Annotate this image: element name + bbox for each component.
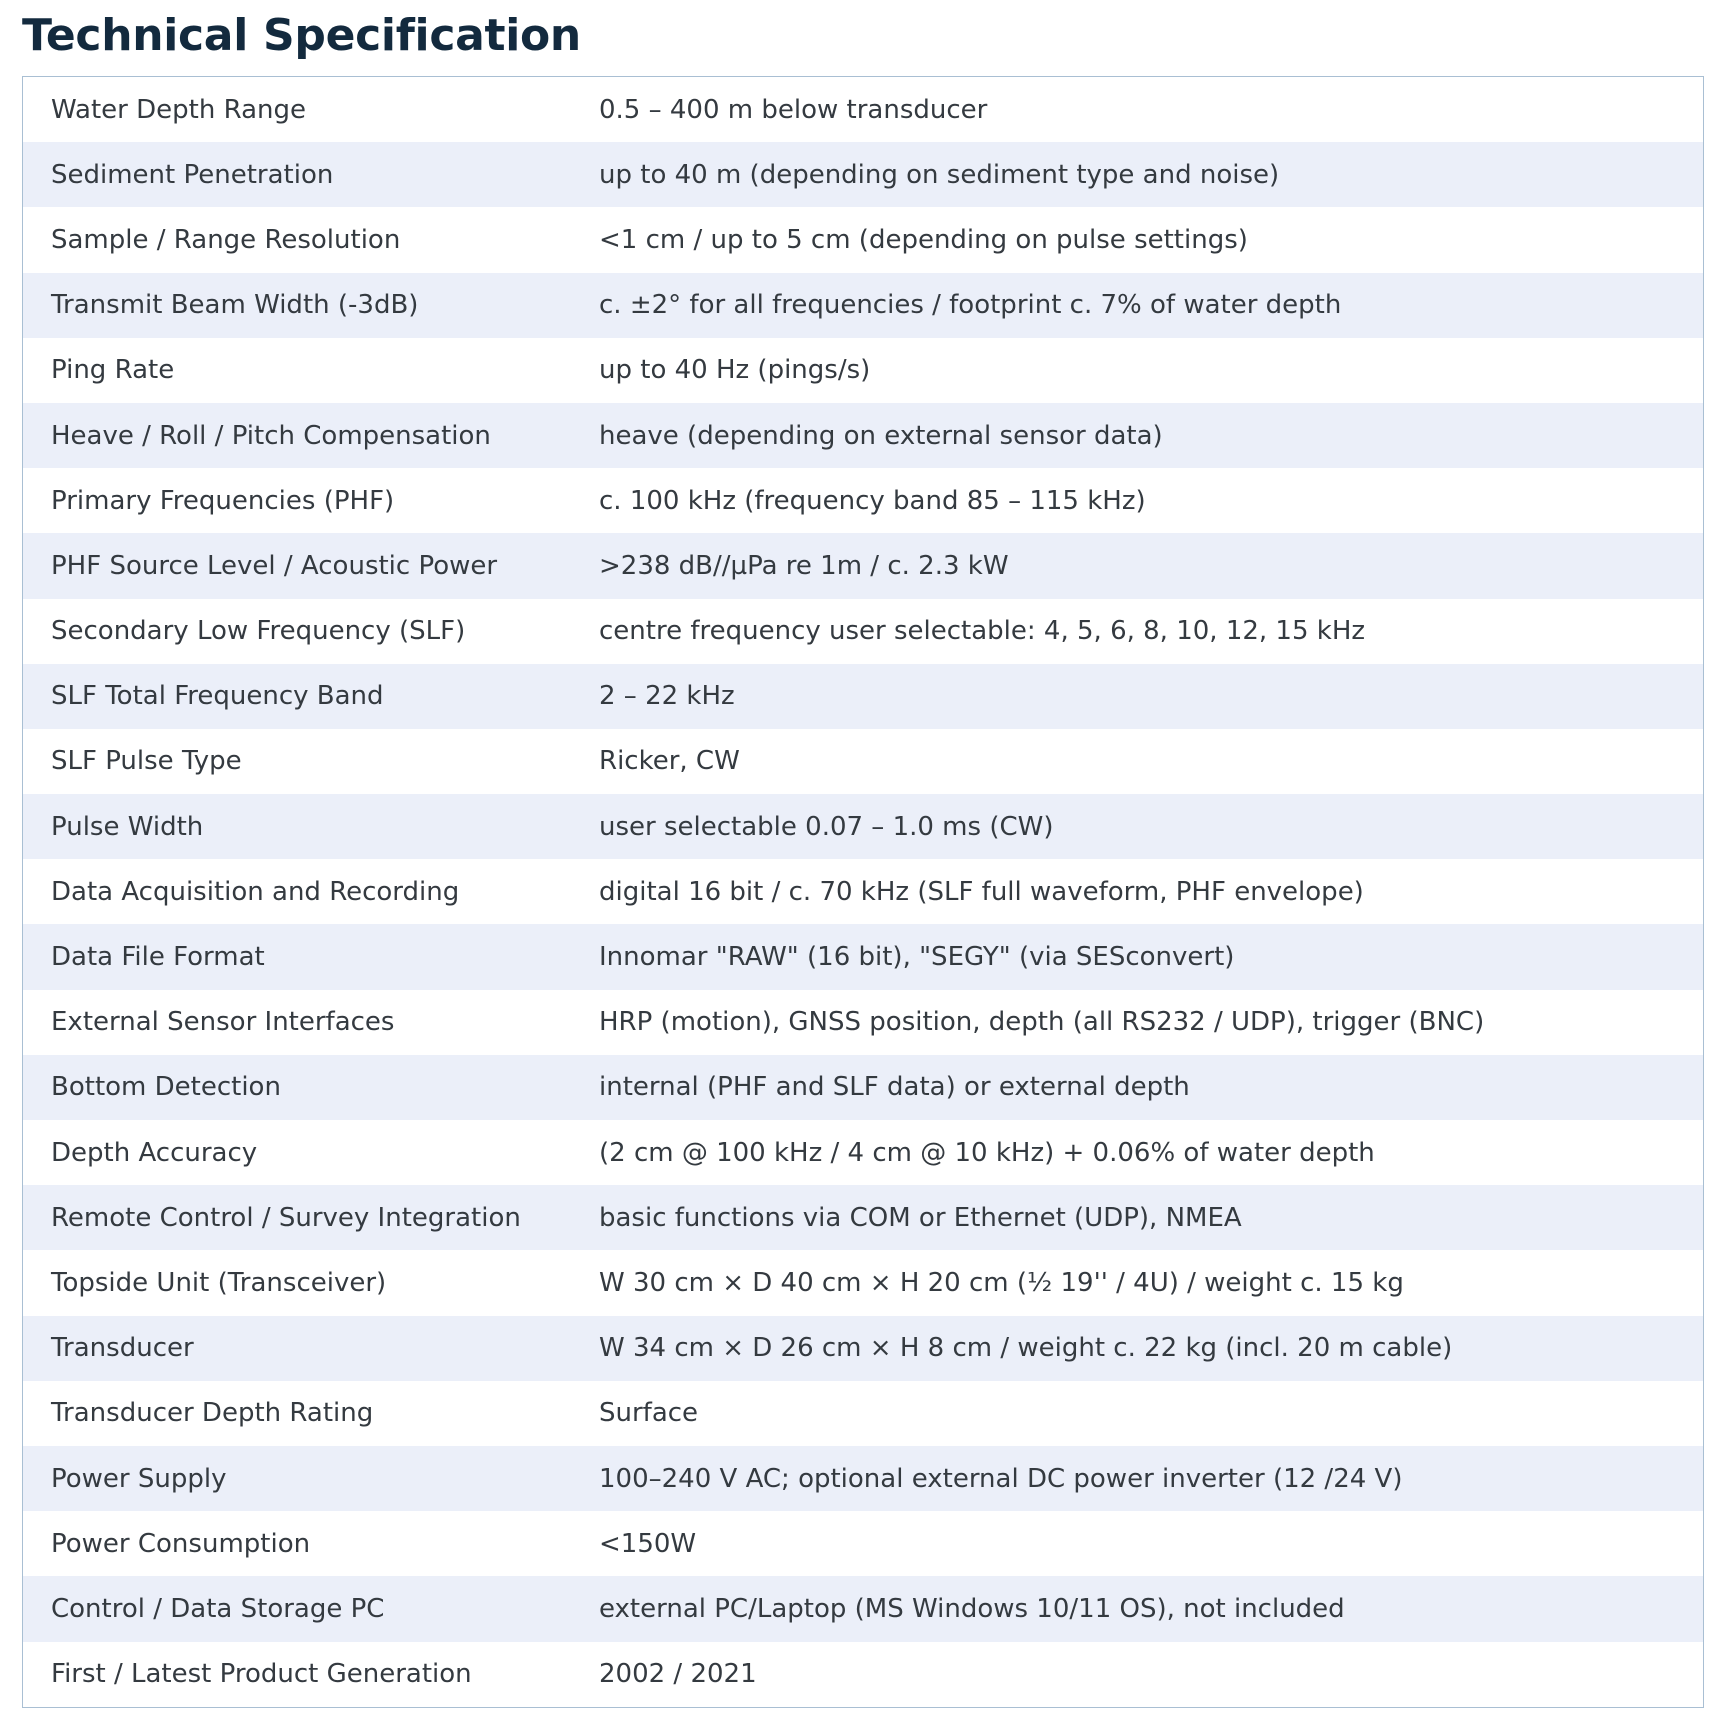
table-row xyxy=(23,794,1703,859)
table-row xyxy=(23,338,1703,403)
spec-label: Power Supply xyxy=(51,1463,227,1494)
spec-label: SLF Total Frequency Band xyxy=(51,681,384,712)
table-row xyxy=(23,1185,1703,1250)
spec-value: internal (PHF and SLF data) or external depth xyxy=(599,1072,1190,1103)
spec-table xyxy=(22,76,1704,1708)
table-row xyxy=(23,990,1703,1055)
spec-label: PHF Source Level / Acoustic Power xyxy=(51,550,498,581)
table-row xyxy=(23,468,1703,533)
table-row xyxy=(23,599,1703,664)
spec-value: centre frequency user selectable: 4, 5, 6, 8, 10, 12, 15 kHz xyxy=(599,616,1366,647)
table-row xyxy=(23,1642,1703,1707)
spec-label: Transducer Depth Rating xyxy=(51,1398,374,1429)
spec-value: 2002 / 2021 xyxy=(599,1659,757,1690)
table-row xyxy=(23,273,1703,338)
spec-value: Surface xyxy=(599,1398,699,1429)
table-row xyxy=(23,533,1703,598)
spec-label: Ping Rate xyxy=(51,355,175,386)
spec-label: Data File Format xyxy=(51,942,265,973)
spec-value: >238 dB//µPa re 1m / c. 2.3 kW xyxy=(599,550,1009,581)
spec-label: Water Depth Range xyxy=(51,94,306,125)
spec-label: Depth Accuracy xyxy=(51,1137,258,1168)
spec-value: 2 – 22 kHz xyxy=(599,681,735,712)
spec-label: Sediment Penetration xyxy=(51,159,334,190)
table-row xyxy=(23,1250,1703,1315)
spec-label: External Sensor Interfaces xyxy=(51,1007,395,1038)
table-row xyxy=(23,664,1703,729)
table-row xyxy=(23,1446,1703,1511)
spec-value: W 30 cm × D 40 cm × H 20 cm (½ 19'' / 4U) / weight c. 15 kg xyxy=(599,1267,1404,1298)
table-row xyxy=(23,1576,1703,1641)
spec-label: Secondary Low Frequency (SLF) xyxy=(51,616,466,647)
spec-label: Sample / Range Resolution xyxy=(51,224,401,255)
spec-value: c. ±2° for all frequencies / footprint c. 7% of water depth xyxy=(599,290,1342,321)
spec-value: <1 cm / up to 5 cm (depending on pulse settings) xyxy=(599,224,1248,255)
spec-label: Pulse Width xyxy=(51,811,204,842)
table-row xyxy=(23,1055,1703,1120)
spec-value: W 34 cm × D 26 cm × H 8 cm / weight c. 22 kg (incl. 20 m cable) xyxy=(599,1333,1453,1364)
spec-value: up to 40 m (depending on sediment type and noise) xyxy=(599,159,1280,190)
table-row xyxy=(23,403,1703,468)
spec-label: Remote Control / Survey Integration xyxy=(51,1202,521,1233)
spec-label: Transmit Beam Width (-3dB) xyxy=(51,290,419,321)
spec-label: Power Consumption xyxy=(51,1528,311,1559)
spec-label: Primary Frequencies (PHF) xyxy=(51,485,395,516)
spec-value: 100–240 V AC; optional external DC power inverter (12 /24 V) xyxy=(599,1463,1403,1494)
table-row xyxy=(23,729,1703,794)
spec-label: Data Acquisition and Recording xyxy=(51,876,460,907)
spec-value: (2 cm @ 100 kHz / 4 cm @ 10 kHz) + 0.06% of water depth xyxy=(599,1137,1375,1168)
spec-label: Heave / Roll / Pitch Compensation xyxy=(51,420,491,451)
spec-value: HRP (motion), GNSS position, depth (all RS232 / UDP), trigger (BNC) xyxy=(599,1007,1485,1038)
spec-value: up to 40 Hz (pings/s) xyxy=(599,355,871,386)
spec-label: SLF Pulse Type xyxy=(51,746,242,777)
table-row xyxy=(23,77,1703,142)
table-row xyxy=(23,924,1703,989)
spec-label: Control / Data Storage PC xyxy=(51,1593,385,1624)
spec-value: 0.5 – 400 m below transducer xyxy=(599,94,988,125)
spec-value: external PC/Laptop (MS Windows 10/11 OS), not included xyxy=(599,1593,1345,1624)
spec-label: Topside Unit (Transceiver) xyxy=(51,1267,387,1298)
table-row xyxy=(23,1511,1703,1576)
spec-value: c. 100 kHz (frequency band 85 – 115 kHz) xyxy=(599,485,1146,516)
spec-value: heave (depending on external sensor data) xyxy=(599,420,1163,451)
spec-value: user selectable 0.07 – 1.0 ms (CW) xyxy=(599,811,1054,842)
table-row xyxy=(23,1316,1703,1381)
spec-label: Transducer xyxy=(51,1333,194,1364)
spec-label: First / Latest Product Generation xyxy=(51,1659,472,1690)
table-row xyxy=(23,207,1703,272)
spec-label: Bottom Detection xyxy=(51,1072,281,1103)
table-row xyxy=(23,859,1703,924)
table-row xyxy=(23,1381,1703,1446)
spec-value: digital 16 bit / c. 70 kHz (SLF full waveform, PHF envelope) xyxy=(599,876,1364,907)
page-title: Technical Specification xyxy=(22,10,581,61)
spec-value: Ricker, CW xyxy=(599,746,740,777)
spec-value: Innomar "RAW" (16 bit), "SEGY" (via SESconvert) xyxy=(599,942,1235,973)
table-row xyxy=(23,142,1703,207)
table-row xyxy=(23,1120,1703,1185)
spec-value: <150W xyxy=(599,1528,697,1559)
spec-value: basic functions via COM or Ethernet (UDP), NMEA xyxy=(599,1202,1242,1233)
